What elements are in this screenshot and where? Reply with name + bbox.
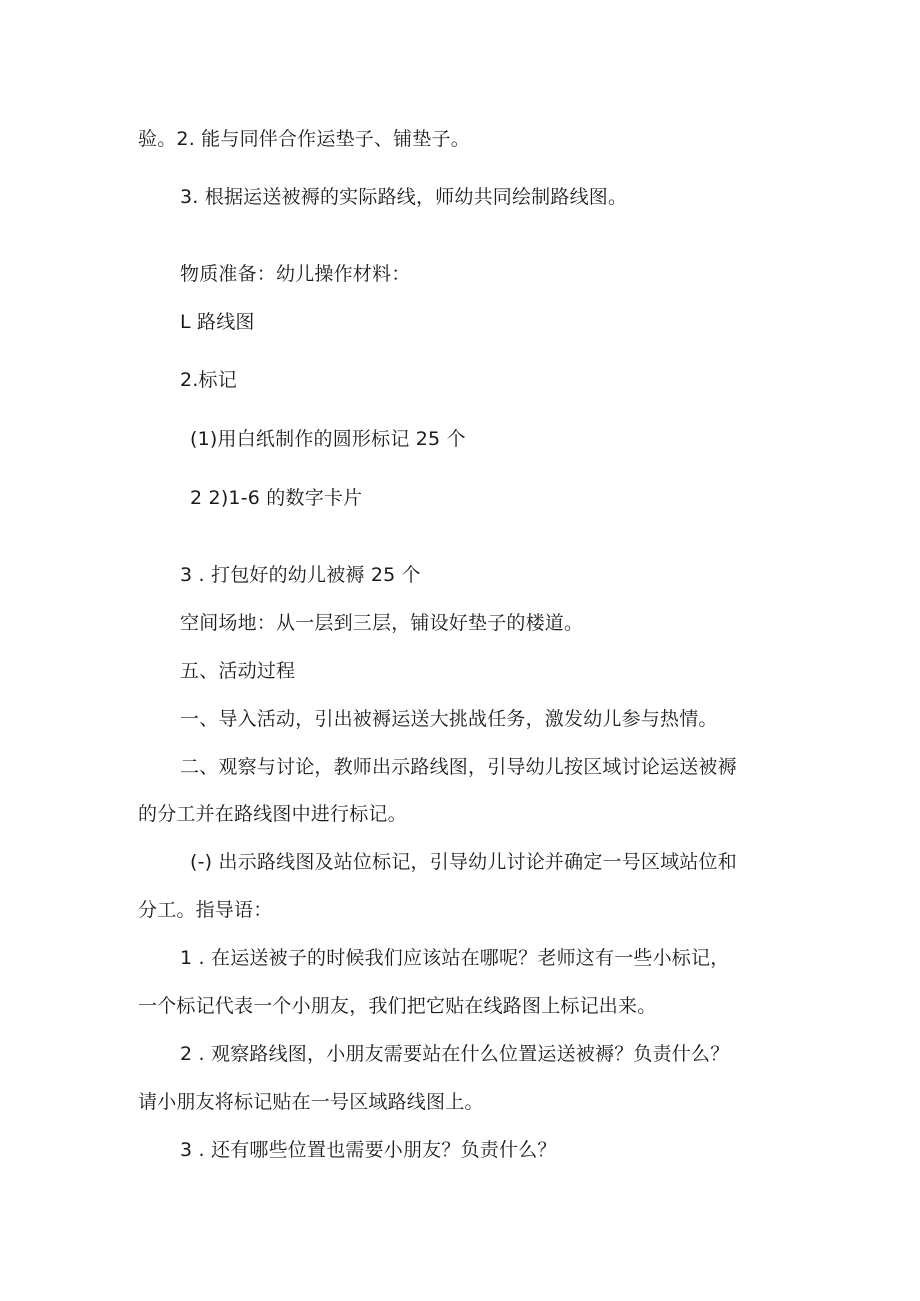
text-line-1: 验。2. 能与同伴合作运垫子、铺垫子。 xyxy=(138,128,470,150)
text-line-20: 3 . 还有哪些位置也需要小朋友？负责什么？ xyxy=(180,1139,557,1161)
text-line-12: 二、观察与讨论，教师出示路线图，引导幼儿按区域讨论运送被褥 xyxy=(180,756,737,778)
section-heading: 五、活动过程 xyxy=(180,660,296,682)
text-line-2: 3. 根据运送被褥的实际路线，师幼共同绘制路线图。 xyxy=(180,186,628,208)
text-line-9: 空间场地：从一层到三层，铺设好垫子的楼道。 xyxy=(180,612,584,634)
text-line-17: 一个标记代表一个小朋友，我们把它贴在线路图上标记出来。 xyxy=(138,995,657,1017)
text-line-4: L 路线图 xyxy=(180,311,255,333)
text-line-15: 分工。指导语： xyxy=(138,899,273,921)
text-line-8: 3 . 打包好的幼儿被褥 25 个 xyxy=(180,564,421,586)
text-line-19: 请小朋友将标记贴在一号区域路线图上。 xyxy=(138,1091,484,1113)
text-line-7: 2 2)1-6 的数字卡片 xyxy=(190,487,363,509)
text-line-16: 1 . 在运送被子的时候我们应该站在哪呢？老师这有一些小标记， xyxy=(180,947,730,969)
text-line-18: 2 . 观察路线图，小朋友需要站在什么位置运送被褥？负责什么？ xyxy=(180,1043,730,1065)
text-line-3: 物质准备：幼儿操作材料： xyxy=(180,263,411,285)
text-line-5: 2.标记 xyxy=(180,369,237,391)
text-line-11: 一、导入活动，引出被褥运送大挑战任务，激发幼儿参与热情。 xyxy=(180,708,718,730)
text-line-14: (-) 出示路线图及站位标记，引导幼儿讨论并确定一号区域站位和 xyxy=(190,851,737,873)
text-line-6: (1)用白纸制作的圆形标记 25 个 xyxy=(190,428,466,450)
text-line-13: 的分工并在路线图中进行标记。 xyxy=(138,803,407,825)
